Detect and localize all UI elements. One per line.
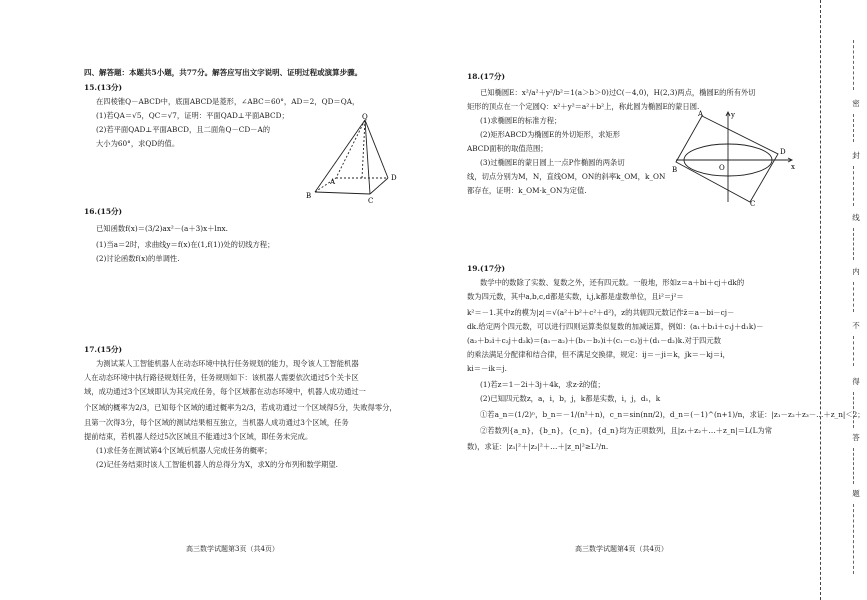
q19-line-1: 数学中的数除了实数、复数之外，还有四元数。一般地，形如z＝a＋bi＋cj＋dk的	[480, 278, 745, 287]
q18-line-5: ABCD面积的取值范围；	[467, 144, 548, 153]
margin-dash	[853, 282, 855, 312]
q15-title: 15.(13分)	[84, 83, 123, 92]
label-C: C	[368, 197, 374, 204]
label-Q: Q	[362, 113, 368, 121]
q17-line-4: 个区域的概率为2/3，已知每个区域的通过概率为2/3，若成功通过一个区域得5分，失败得零分，	[84, 403, 397, 412]
label-A: A	[330, 178, 336, 186]
q15-line-3: (2)若平面QAD⊥平面ABCD，且二面角Q－CD－A的	[96, 125, 271, 134]
q17-line-7: (1)求任务在测试第4个区域后机器人完成任务的概率；	[96, 446, 272, 455]
margin-char-7: 答	[852, 433, 860, 442]
edge-QA	[336, 120, 365, 178]
edge-CD	[370, 178, 388, 194]
q15-line-1: 在四棱锥Q－ABCD中，底面ABCD是菱形，∠ABC＝60°，AD＝2，QD＝QA，	[96, 97, 360, 106]
margin-dash	[853, 228, 855, 260]
q17-line-1: 为测试某人工智能机器人在动态环境中执行任务规划的能力，现令该人工智能机器	[96, 359, 359, 368]
label-B: B	[672, 166, 678, 174]
q18-line-6: (3)过椭圆E的蒙日圆上一点P作椭圆的两条切	[480, 158, 625, 167]
q19-line-9: (2)已知四元数z，a，i，b，j，k都是实数，i，j，d₁，k	[480, 394, 661, 403]
q16-line-1: 已知函数f(x)＝(3/2)ax²－(a＋3)x＋lnx.	[96, 224, 228, 233]
label-B: B	[306, 192, 312, 200]
label-y: y	[731, 111, 735, 119]
margin-dash	[853, 40, 855, 90]
ellipse-figure	[672, 108, 798, 206]
label-O: O	[719, 164, 725, 172]
q18-title: 18.(17分)	[467, 72, 506, 81]
q19-line-12: 数)，求证：|z₁|²＋|z₂|²＋…＋|z_n|²≥L²/n.	[467, 442, 609, 451]
q17-line-8: (2)记任务结束时该人工智能机器人的总得分为X，求X的分布列和数学期望.	[96, 460, 338, 469]
q18-line-3: (1)求椭圆E的标准方程；	[480, 116, 562, 125]
margin-dash	[853, 166, 855, 206]
q18-line-7: 线，切点分别为M，N，直线OM，ON的斜率k_OM，k_ON	[467, 172, 666, 181]
q16-line-2: (1)当a＝2时，求曲线y＝f(x)在(1,f(1))处的切线方程；	[96, 240, 275, 249]
q15-line-4: 大小为60°，求QD的值。	[96, 139, 180, 148]
label-D: D	[780, 148, 786, 156]
margin-char-2: 封	[852, 151, 860, 160]
margin-char-5: 不	[852, 321, 860, 330]
circumscribed-rectangle	[676, 116, 778, 202]
q19-line-3: k²＝－1.其中z的模为|z|＝√(a²＋b²＋c²＋d²)，z的共轭四元数记作z̄＝a－bi－cj－	[467, 308, 735, 317]
height-line	[362, 120, 365, 178]
q15-line-2: (1)若QA＝√5，QC＝√7，证明：平面QAD⊥平面ABCD；	[96, 111, 289, 120]
label-D: D	[391, 174, 397, 182]
q18-line-8: 都存在，证明：k_OM·k_ON为定值.	[467, 186, 587, 195]
q17-title: 17.(15分)	[84, 345, 123, 354]
q19-line-5: (a₂＋b₂i＋c₂j＋d₂k)＝(a₁－a₂)＋(b₁－b₂)i＋(c₁－c₂)j＋(d₁－d₂)k.对于四元数	[467, 336, 722, 345]
q17-line-5: 且第一次得3分，每个区域的测试结果相互独立，当机器人成功通过3个区域，任务	[84, 418, 349, 427]
margin-dash	[853, 114, 855, 142]
q17-line-6: 提前结束，若机器人经过5次区域且不能通过3个区域，即任务未完成。	[84, 432, 313, 441]
label-C: C	[750, 200, 756, 206]
q19-line-11: ②若数列{a_n}，{b_n}，{c_n}，{d_n}均为正项数列，且|z₁＋z₂＋…＋z_n|＝L(L为常	[480, 426, 773, 435]
label-x: x	[791, 163, 795, 171]
q16-line-3: (2)讨论函数f(x)的单调性.	[96, 254, 180, 263]
margin-char-8: 题	[852, 489, 860, 498]
left-page-footer: 高三数学试题第3页（共4页）	[186, 545, 279, 553]
margin-char-1: 密	[852, 99, 860, 108]
q19-title: 19.(17分)	[467, 264, 506, 273]
edge-QB	[315, 120, 365, 192]
pyramid-figure	[302, 112, 412, 204]
q19-line-2: 数为四元数，其中a,b,c,d都是实数，i,j,k都是虚数单位，且i²＝j²＝	[467, 292, 684, 301]
q17-line-2: 人在动态环境中执行路径规划任务，任务规则如下：该机器人需要依次通过5个关卡区	[84, 373, 359, 382]
margin-char-4: 内	[852, 267, 860, 276]
q19-line-4: dk.给定两个四元数，可以进行四则运算类似复数的加减运算，例如：(a₁＋b₁i＋c₁j＋d₁k)－	[467, 322, 764, 331]
section-header: 四、解答题：本题共5小题，共77分。解答应写出文字说明、证明过程或演算步骤。	[84, 68, 363, 77]
q18-line-2: 矩形的顶点在一个定圆Q：x²＋y²＝a²＋b²上，称此圆为椭圆E的蒙日圆.	[467, 102, 700, 111]
fold-line	[820, 0, 822, 600]
q19-line-8: (1)若z＝1－2i＋3j＋4k，求z·z̄的值；	[480, 380, 605, 389]
q18-line-4: (2)矩形ABCD为椭圆E的外切矩形，求矩形	[480, 130, 621, 139]
label-A: A	[698, 110, 704, 118]
margin-dash	[853, 392, 855, 428]
q16-title: 16.(15分)	[84, 207, 123, 216]
q17-line-3: 域，成功通过3个区域即认为其完成任务，每个区域都在动态环境中，机器人成功通过一	[84, 387, 366, 396]
margin-dash	[853, 504, 855, 574]
q19-line-7: ki＝－ik＝j.	[467, 364, 507, 373]
margin-char-6: 得	[852, 377, 860, 386]
margin-char-3: 线	[852, 213, 860, 222]
q18-line-1: 已知椭圆E：x²/a²＋y²/b²＝1(a＞b＞0)过C(－4,0)，H(2,3)两点，椭圆E的所有外切	[480, 88, 756, 97]
margin-dash	[853, 336, 855, 366]
right-page-footer: 高三数学试题第4页（共4页）	[575, 545, 668, 553]
edge-BC	[315, 192, 370, 194]
q19-line-6: 的乘法满足分配律和结合律，但不满足交换律，规定：ij＝－ji＝k，jk＝－kj＝i，	[467, 350, 730, 359]
margin-dash	[853, 448, 855, 484]
q19-line-10: ①若a_n＝(1/2)ⁿ，b_n＝－1/(n²＋n)，c_n＝sin(nπ/2)，d_n＝(－1)^(n+1)/n，求证：|z₁－z₂＋z₃－…＋z_n|＜2；	[480, 410, 865, 419]
